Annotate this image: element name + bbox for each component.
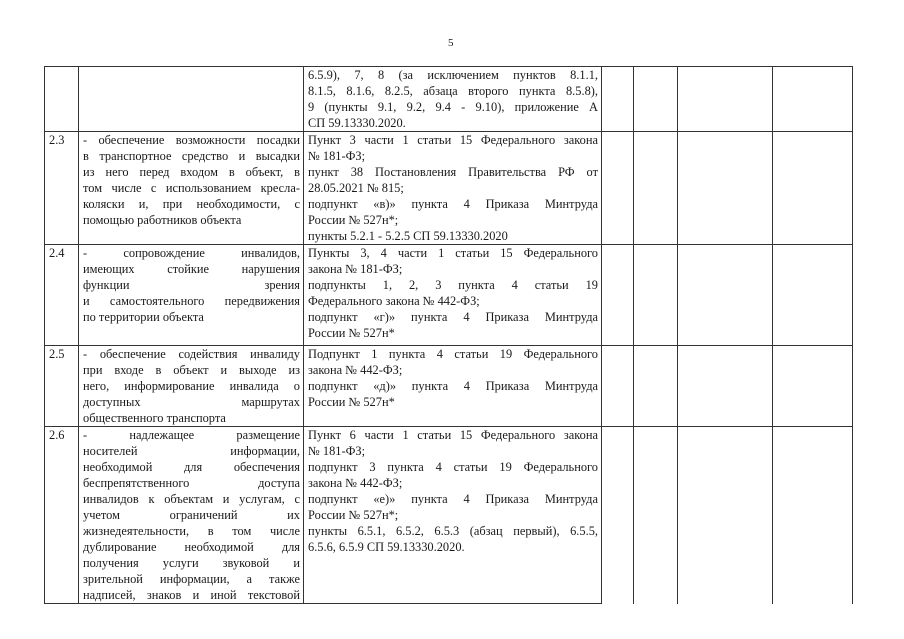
empty-cell <box>773 427 853 604</box>
requirement-description-line: функции зрения <box>83 278 300 292</box>
legal-reference-line: подпункты 1, 2, 3 пункта 4 статьи 19 <box>308 278 598 292</box>
empty-cell <box>602 67 634 132</box>
requirement-description-line: по территории объекта <box>83 310 204 324</box>
empty-cell <box>634 346 678 427</box>
empty-cell <box>678 67 773 132</box>
row-number <box>45 67 79 132</box>
legal-reference-line: России № 527н* <box>308 395 395 409</box>
legal-reference-line: Подпункт 1 пункта 4 статьи 19 Федерального <box>308 347 598 361</box>
requirement-description-line: жизнедеятельности, в том числе <box>83 524 300 538</box>
row-number: 2.3 <box>45 132 79 245</box>
requirement-description-line: учетом ограничений их <box>83 508 300 522</box>
requirements-table <box>44 66 853 604</box>
table-row <box>45 346 853 427</box>
legal-reference <box>304 427 602 604</box>
empty-cell <box>634 245 678 346</box>
requirement-description-line: - обеспечение содействия инвалиду <box>83 347 300 361</box>
empty-cell <box>678 132 773 245</box>
legal-reference-line: 28.05.2021 № 815; <box>308 181 404 195</box>
legal-reference-line: России № 527н*; <box>308 213 399 227</box>
legal-reference-line: подпункт 3 пункта 4 статьи 19 Федерального <box>308 460 598 474</box>
empty-cell <box>602 346 634 427</box>
empty-cell <box>773 132 853 245</box>
legal-reference-line: Пункт 3 части 1 статьи 15 Федерального закона <box>308 133 598 147</box>
requirement-description-line: помощью работников объекта <box>83 213 242 227</box>
legal-reference-line: закона № 442-ФЗ; <box>308 476 403 490</box>
requirement-description-line: доступных маршрутах <box>83 395 300 409</box>
requirement-description-line: получения услуги звуковой и <box>83 556 300 570</box>
empty-cell <box>634 67 678 132</box>
requirement-description-line: - надлежащее размещение <box>83 428 300 442</box>
legal-reference-line: Пункты 3, 4 части 1 статьи 15 Федерального <box>308 246 598 260</box>
legal-reference-line: пункты 5.2.1 - 5.2.5 СП 59.13330.2020 <box>308 229 508 243</box>
legal-reference <box>304 346 602 427</box>
legal-reference-line: подпункт «е)» пункта 4 Приказа Минтруда <box>308 492 598 506</box>
requirement-description-line: коляски и, при необходимости, с <box>83 197 300 211</box>
requirement-description-line: - обеспечение возможности посадки <box>83 133 300 147</box>
requirement-description <box>79 245 304 346</box>
page-number: 5 <box>448 37 454 49</box>
row-number: 2.4 <box>45 245 79 346</box>
legal-reference-line: СП 59.13330.2020. <box>308 116 406 130</box>
requirement-description-line: необходимой для обеспечения <box>83 460 300 474</box>
legal-reference-line: России № 527н*; <box>308 508 399 522</box>
requirement-description-line: беспрепятственного доступа <box>83 476 300 490</box>
empty-cell <box>634 427 678 604</box>
empty-cell <box>602 132 634 245</box>
requirement-description-line: имеющих стойкие нарушения <box>83 262 300 276</box>
requirement-description-line: дублирование необходимой для <box>83 540 300 554</box>
requirement-description-line: из него перед входом в объект, в <box>83 165 300 179</box>
requirement-description-line: общественного транспорта <box>83 411 226 425</box>
requirement-description <box>79 67 304 132</box>
empty-cell <box>678 346 773 427</box>
requirement-description-line: инвалидов к объектам и услугам, с <box>83 492 300 506</box>
legal-reference-line: закона № 442-ФЗ; <box>308 363 403 377</box>
legal-reference <box>304 245 602 346</box>
requirement-description-line: надписей, знаков и иной текстовой <box>83 588 300 602</box>
legal-reference-line: пункты 6.5.1, 6.5.2, 6.5.3 (абзац первый), 6.5.5, <box>308 524 598 538</box>
empty-cell <box>634 132 678 245</box>
row-number: 2.5 <box>45 346 79 427</box>
legal-reference-line: 6.5.6, 6.5.9 СП 59.13330.2020. <box>308 540 465 554</box>
empty-cell <box>773 245 853 346</box>
table-row <box>45 67 853 132</box>
table-row <box>45 427 853 604</box>
legal-reference-line: 9 (пункты 9.1, 9.2, 9.4 - 9.10), приложение А <box>308 100 598 114</box>
requirement-description-line: зрительной информации, а также <box>83 572 300 586</box>
legal-reference-line: Пункт 6 части 1 статьи 15 Федерального закона <box>308 428 598 442</box>
empty-cell <box>602 427 634 604</box>
requirement-description <box>79 427 304 604</box>
requirement-description <box>79 132 304 245</box>
empty-cell <box>678 427 773 604</box>
requirement-description-line: него, информирование инвалида о <box>83 379 300 393</box>
requirement-description-line: и самостоятельного передвижения <box>83 294 300 308</box>
legal-reference-line: № 181-ФЗ; <box>308 444 366 458</box>
requirement-description-line: - сопровождение инвалидов, <box>83 246 300 260</box>
legal-reference-line: 6.5.9), 7, 8 (за исключением пунктов 8.1.1, <box>308 68 598 82</box>
legal-reference-line: подпункт «в)» пункта 4 Приказа Минтруда <box>308 197 598 211</box>
requirement-description-line: в транспортное средство и высадки <box>83 149 300 163</box>
legal-reference <box>304 67 602 132</box>
requirement-description-line: том числе с использованием кресла- <box>83 181 300 195</box>
row-number: 2.6 <box>45 427 79 604</box>
empty-cell <box>773 346 853 427</box>
legal-reference-line: закона № 181-ФЗ; <box>308 262 403 276</box>
legal-reference-line: № 181-ФЗ; <box>308 149 366 163</box>
legal-reference-line: Федерального закона № 442-ФЗ; <box>308 294 480 308</box>
empty-cell <box>678 245 773 346</box>
legal-reference-line: пункт 38 Постановления Правительства РФ от <box>308 165 598 179</box>
requirement-description-line: носителей информации, <box>83 444 300 458</box>
requirement-description-line: при входе в объект и выходе из <box>83 363 300 377</box>
legal-reference-line: подпункт «д)» пункта 4 Приказа Минтруда <box>308 379 598 393</box>
legal-reference-line: подпункт «г)» пункта 4 Приказа Минтруда <box>308 310 598 324</box>
table-row <box>45 132 853 245</box>
empty-cell <box>773 67 853 132</box>
legal-reference-line: России № 527н* <box>308 326 395 340</box>
requirement-description <box>79 346 304 427</box>
legal-reference <box>304 132 602 245</box>
table-row <box>45 245 853 346</box>
legal-reference-line: 8.1.5, 8.1.6, 8.2.5, абзаца второго пункта 8.5.8), <box>308 84 598 98</box>
empty-cell <box>602 245 634 346</box>
